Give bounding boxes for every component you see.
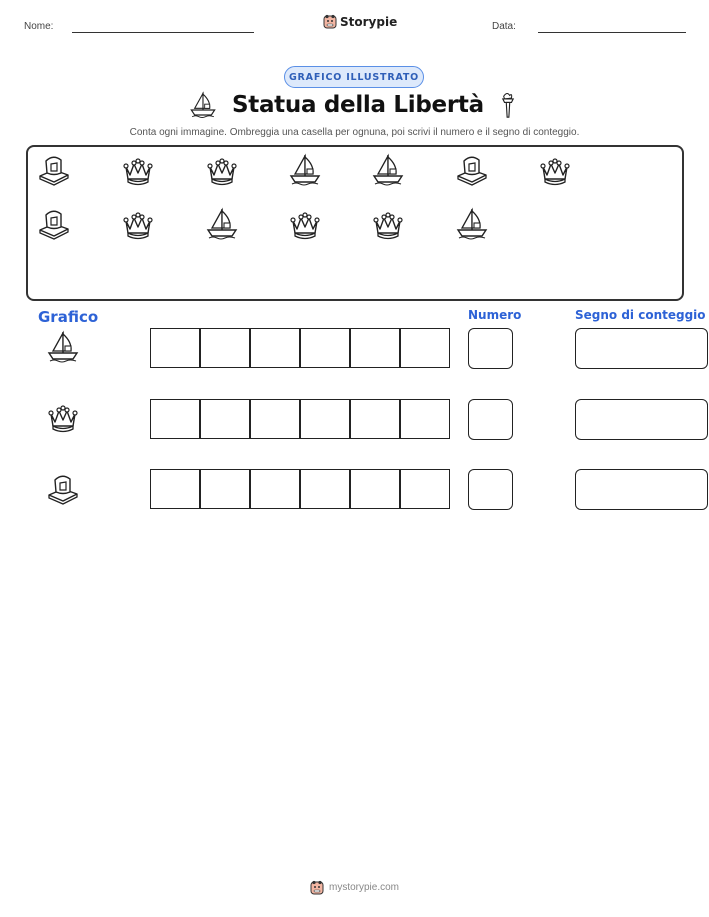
name-line[interactable] — [72, 32, 254, 33]
graph-cell[interactable] — [250, 469, 300, 509]
date-label: Data: — [492, 21, 516, 32]
graph-label: Grafico — [38, 308, 99, 326]
tally-box[interactable] — [575, 469, 708, 510]
picture-box — [26, 145, 684, 301]
graph-cell[interactable] — [350, 328, 400, 368]
graph-cell[interactable] — [300, 328, 350, 368]
graph-cell[interactable] — [150, 469, 200, 509]
graph-cell[interactable] — [150, 399, 200, 439]
footer-site: mystorypie.com — [328, 882, 399, 893]
number-box[interactable] — [468, 469, 513, 510]
pedestal-icon — [45, 470, 81, 506]
instructions: Conta ogni immagine. Ombreggia una casella per ognuna, poi scrivi il numero e il segno di conteggio. — [129, 127, 580, 138]
graph-cell[interactable] — [400, 328, 450, 368]
number-box[interactable] — [468, 399, 513, 440]
boat-icon — [287, 152, 323, 188]
boat-icon — [370, 152, 406, 188]
graph-cell[interactable] — [200, 328, 250, 368]
graph-cell[interactable] — [200, 469, 250, 509]
footer — [0, 880, 709, 895]
graph-cell[interactable] — [350, 469, 400, 509]
crown-icon — [204, 153, 240, 189]
storypie-mascot-icon — [310, 880, 324, 895]
boat-icon — [204, 206, 240, 242]
page-title: Statua della Libertà — [232, 92, 484, 118]
brand-name: Storypie — [340, 14, 398, 29]
graph-cell[interactable] — [300, 399, 350, 439]
boat-icon — [454, 206, 490, 242]
graph-cell[interactable] — [400, 469, 450, 509]
boat-icon — [188, 90, 218, 120]
crown-icon — [287, 207, 323, 243]
pedestal-icon — [454, 151, 490, 187]
graph-cell[interactable] — [250, 399, 300, 439]
crown-icon — [120, 153, 156, 189]
crown-icon — [537, 153, 573, 189]
graph-cell[interactable] — [350, 399, 400, 439]
graph-cell[interactable] — [200, 399, 250, 439]
brand-logo — [323, 14, 397, 29]
tally-box[interactable] — [575, 399, 708, 440]
torch-icon — [495, 89, 521, 121]
graph-cell[interactable] — [150, 328, 200, 368]
graph-cell[interactable] — [400, 399, 450, 439]
crown-icon — [370, 207, 406, 243]
crown-icon — [120, 207, 156, 243]
date-line[interactable] — [538, 32, 686, 33]
number-label: Numero — [468, 308, 522, 322]
pedestal-icon — [36, 205, 72, 241]
tally-label: Segno di conteggio — [575, 308, 706, 322]
pedestal-icon — [36, 151, 72, 187]
number-box[interactable] — [468, 328, 513, 369]
boat-icon — [45, 329, 81, 365]
name-label: Nome: — [24, 21, 54, 32]
graph-cell[interactable] — [300, 469, 350, 509]
worksheet-type-badge: GRAFICO ILLUSTRATO — [284, 66, 424, 88]
graph-cell[interactable] — [250, 328, 300, 368]
crown-icon — [45, 400, 81, 436]
tally-box[interactable] — [575, 328, 708, 369]
storypie-mascot-icon — [323, 14, 337, 29]
